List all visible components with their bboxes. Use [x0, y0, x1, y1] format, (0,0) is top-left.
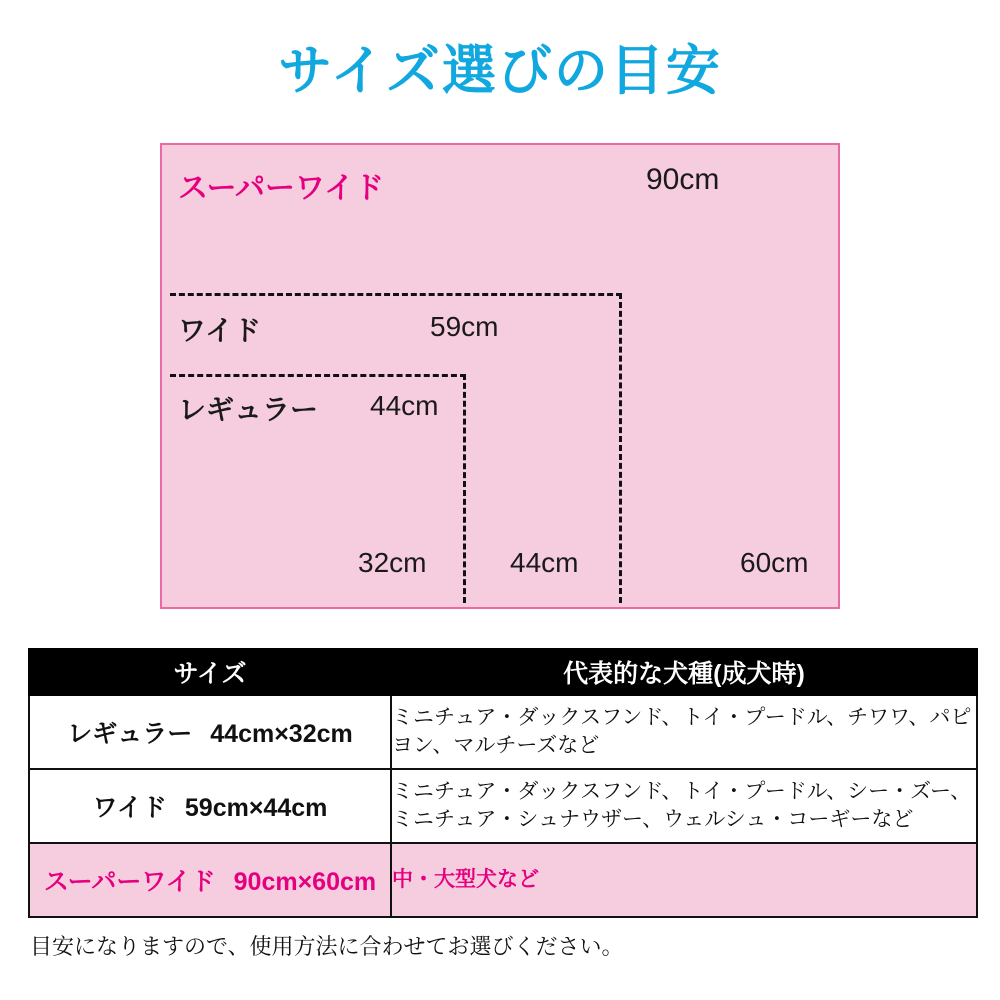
diagram-label-super-wide: スーパーワイド	[178, 172, 385, 205]
table-header	[29, 649, 977, 695]
table-row	[29, 843, 977, 917]
cell-size	[29, 769, 391, 843]
size-dims: 59cm×44cm	[184, 794, 328, 822]
diagram-label-wide: ワイド	[178, 315, 262, 346]
diagram-dim-59: 59cm	[430, 311, 499, 342]
diagram-dim-32: 32cm	[358, 547, 427, 578]
diagram-dim-44-regular: 44cm	[370, 390, 439, 421]
cell-size	[29, 843, 391, 917]
diagram-dim-60: 60cm	[740, 547, 809, 578]
size-name: ワイド	[92, 794, 167, 822]
cell-size	[29, 695, 391, 769]
page-title: サイズ選びの目安	[278, 41, 722, 101]
size-diagram	[160, 143, 840, 609]
diagram-dim-90: 90cm	[646, 163, 720, 196]
size-dims: 90cm×60cm	[233, 868, 377, 896]
header-breeds: 代表的な犬種(成犬時)	[391, 649, 977, 695]
cell-breeds: ミニチュア・ダックスフンド、トイ・プードル、シー・ズー、ミニチュア・シュナウザー、ウェルシュ・コーギーなど	[391, 769, 977, 843]
size-dims: 44cm×32cm	[210, 720, 353, 748]
size-table	[28, 648, 978, 918]
size-name: レギュラー	[67, 720, 193, 748]
cell-breeds: 中・大型犬など	[391, 843, 977, 917]
table-row	[29, 695, 977, 769]
size-name: スーパーワイド	[43, 868, 216, 896]
diagram-dim-44-bottom: 44cm	[510, 547, 579, 578]
diagram-label-regular: レギュラー	[178, 394, 319, 425]
header-size: サイズ	[29, 649, 391, 695]
cell-breeds: ミニチュア・ダックスフンド、トイ・プードル、チワワ、パピヨン、マルチーズなど	[391, 695, 977, 769]
footnote: 目安になりますので、使用方法に合わせてお選びください。	[30, 934, 624, 959]
table-row	[29, 769, 977, 843]
